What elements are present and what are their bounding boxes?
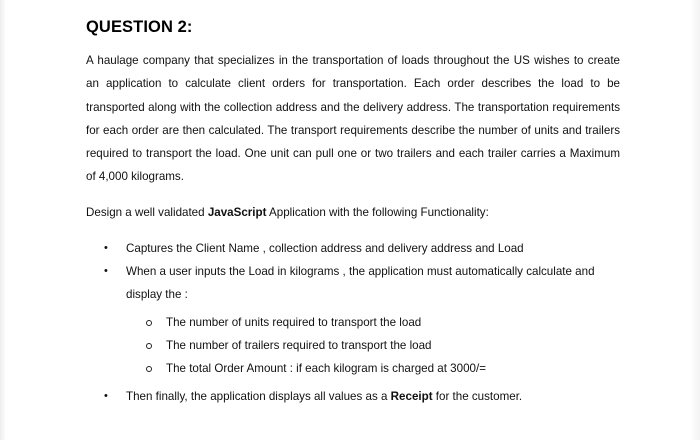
list-item-text: When a user inputs the Load in kilograms , the application must automatically calculate and display the :: [126, 265, 595, 302]
design-text-bold: JavaScript: [207, 205, 267, 219]
question-title: QUESTION 2:: [86, 18, 193, 36]
final-text-bold: Receipt: [390, 389, 433, 403]
design-instruction: [86, 203, 620, 223]
sub-list-item-text: The number of units required to transport the load: [166, 315, 422, 329]
design-text-before: Design a well validated: [86, 205, 208, 219]
final-text-after: for the customer.: [432, 389, 523, 403]
bullet-icon: •: [104, 265, 108, 278]
list-item: [86, 260, 620, 380]
circle-bullet-icon: [146, 366, 152, 372]
bullet-icon: •: [104, 389, 108, 402]
document-content: [86, 18, 620, 408]
question-paragraph: A haulage company that specializes in the transportation of loads throughout the US wishes to create an application to calculate client orders for transportation. Each order describes the load to be transported along with the collection address and the delivery address. The transportation requirements for each order are then calculated. The transport requirements describe the number of units and trailers required to transport the load. One unit can pull one or two trailers and each trailer carries a Maximum of 4,000 kilograms.: [86, 54, 620, 184]
sub-list-item: [126, 334, 620, 357]
list-item-text: Captures the Client Name , collection address and delivery address and Load: [126, 241, 524, 255]
sub-list-item: [126, 311, 620, 334]
list-item: [86, 385, 620, 408]
sub-list: [126, 311, 620, 381]
requirements-list: [86, 237, 620, 408]
sub-list-item-text: The number of trailers required to transport the load: [166, 338, 432, 352]
list-item: [86, 237, 620, 260]
sub-list-item-text: The total Order Amount : if each kilogram is charged at 3000/=: [166, 362, 486, 376]
sub-list-item: [126, 357, 620, 380]
design-text-after: Application with the following Functionality:: [266, 205, 489, 219]
final-text-before: Then finally, the application displays all values as a: [126, 389, 391, 403]
circle-bullet-icon: [146, 320, 152, 326]
circle-bullet-icon: [146, 343, 152, 349]
bullet-icon: •: [104, 241, 108, 254]
